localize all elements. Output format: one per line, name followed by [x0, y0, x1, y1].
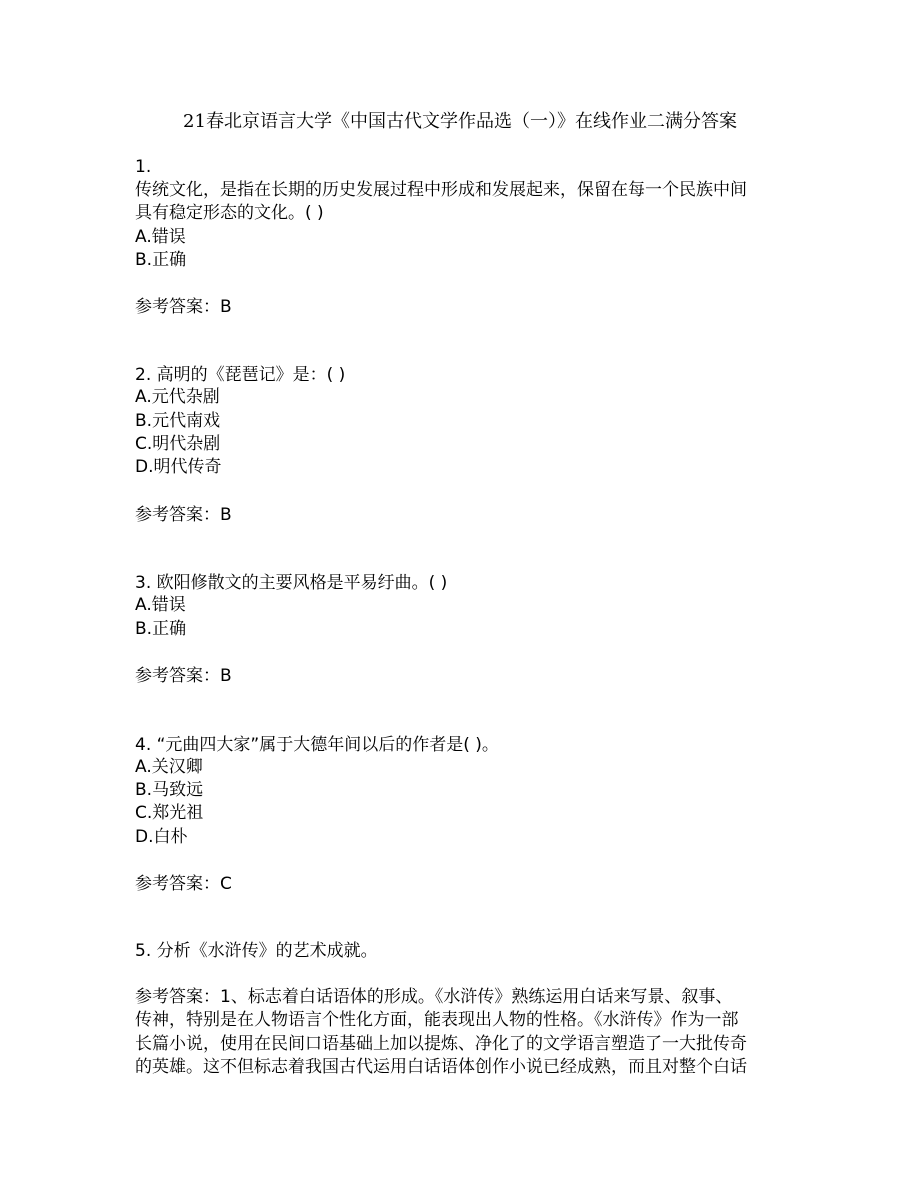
- option-b: B.正确: [135, 619, 187, 639]
- reference-answer: 参考答案：C: [135, 874, 232, 894]
- option-b: B.正确: [135, 250, 187, 270]
- option-c: C.明代杂剧: [135, 434, 221, 454]
- question-stem: 4. “元曲四大家”属于大德年间以后的作者是( )。: [135, 735, 499, 755]
- reference-answer: 参考答案：B: [135, 505, 232, 525]
- option-a: A.错误: [135, 227, 186, 247]
- option-d: D.明代传奇: [135, 457, 222, 477]
- reference-answer: 参考答案：1、标志着白话语体的形成。《水浒传》熟练运用白话来写景、叙事、: [135, 987, 733, 1007]
- option-b: B.马致远: [135, 780, 204, 800]
- question-number: 1.: [135, 157, 152, 177]
- page-title: 21春北京语言大学《中国古代文学作品选（一）》在线作业二满分答案: [183, 111, 737, 132]
- option-d: D.白朴: [135, 827, 188, 847]
- question-stem: 传统文化，是指在长期的历史发展过程中形成和发展起来，保留在每一个民族中间: [135, 180, 747, 200]
- reference-answer-continued: 长篇小说，使用在民间口语基础上加以提炼、净化了的文学语言塑造了一大批传奇: [135, 1034, 747, 1054]
- reference-answer-continued: 传神，特别是在人物语言个性化方面，能表现出人物的性格。《水浒传》作为一部: [135, 1010, 739, 1030]
- reference-answer-continued: 的英雄。这不但标志着我国古代运用白话语体创作小说已经成熟，而且对整个白话: [135, 1057, 747, 1077]
- reference-answer: 参考答案：B: [135, 297, 232, 317]
- option-a: A.元代杂剧: [135, 387, 220, 407]
- option-c: C.郑光祖: [135, 803, 204, 823]
- option-a: A.关汉卿: [135, 757, 203, 777]
- reference-answer: 参考答案：B: [135, 666, 232, 686]
- question-stem: 具有稳定形态的文化。( ): [135, 203, 324, 223]
- question-stem: 5. 分析《水浒传》的艺术成就。: [135, 941, 378, 961]
- option-b: B.元代南戏: [135, 411, 221, 431]
- question-stem: 3. 欧阳修散文的主要风格是平易纡曲。( ): [135, 573, 448, 593]
- option-a: A.错误: [135, 595, 186, 615]
- question-stem: 2. 高明的《琵琶记》是：( ): [135, 365, 346, 385]
